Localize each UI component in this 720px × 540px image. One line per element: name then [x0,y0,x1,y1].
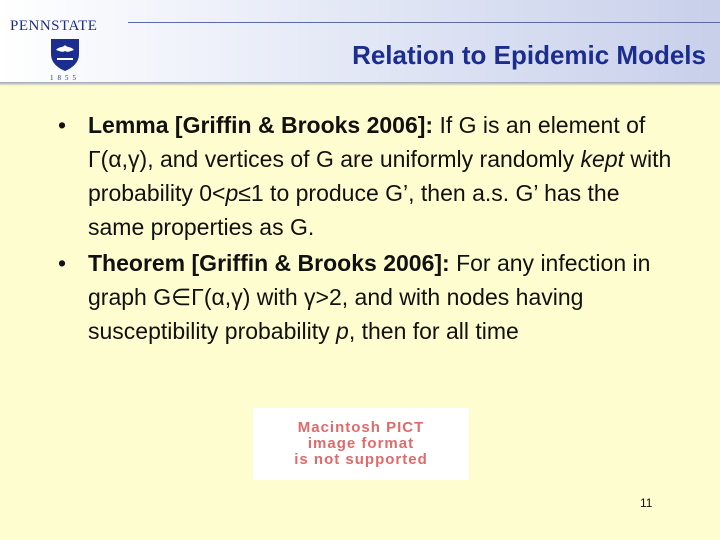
math-symbol: γ [231,284,243,310]
text-run: ( [203,284,212,310]
logo-wordmark: PENNSTATE [10,18,98,34]
slide-body [58,108,678,350]
text-run: ≤1 to produce G’, then a.s. G’ has the same properties as G. [88,180,620,240]
page-number: 11 [640,496,653,510]
math-symbol: γ [304,284,316,310]
math-symbol: Γ [191,284,204,310]
text-run: , [224,284,232,310]
pennstate-logo [10,18,120,82]
emphasis: kept [580,146,625,172]
placeholder-text [253,420,469,468]
logo-year: 1855 [50,74,80,82]
text-run: , then for all time [348,318,519,344]
list-item [58,246,678,348]
text-run: ) with [242,284,305,310]
placeholder-line: is not supported [294,451,428,468]
math-variable: p [225,180,239,206]
header-shadow [0,82,720,86]
math-symbol: α [108,146,122,172]
text-run: with probability 0< [88,146,672,206]
math-variable: p [336,318,349,344]
bullet-marker: • [58,250,67,276]
text-run: >2, and with nodes having susceptibility probability [88,284,584,344]
unsupported-image-placeholder [253,408,469,480]
math-symbol: ∈ [171,284,192,310]
shield-icon [50,38,80,72]
page-title: Relation to Epidemic Models [352,40,706,70]
math-symbol: α [211,284,225,310]
text-run: If G is an element of [433,112,646,138]
text-run: ), and vertices of G are uniformly randomly [139,146,581,172]
list-item [58,108,678,244]
text-run: For any infection in graph G [88,250,651,310]
placeholder-line: Macintosh PICT [297,419,425,436]
math-symbol: γ [128,146,140,172]
header-divider [128,22,720,23]
bullet-marker: • [58,112,67,138]
theorem-lead: Theorem [Griffin & Brooks 2006]: [88,250,450,276]
lemma-lead: Lemma [Griffin & Brooks 2006]: [88,112,434,138]
text-run: ( [100,146,109,172]
text-run: , [121,146,129,172]
placeholder-line: image format [307,435,415,452]
math-symbol: Γ [88,146,101,172]
